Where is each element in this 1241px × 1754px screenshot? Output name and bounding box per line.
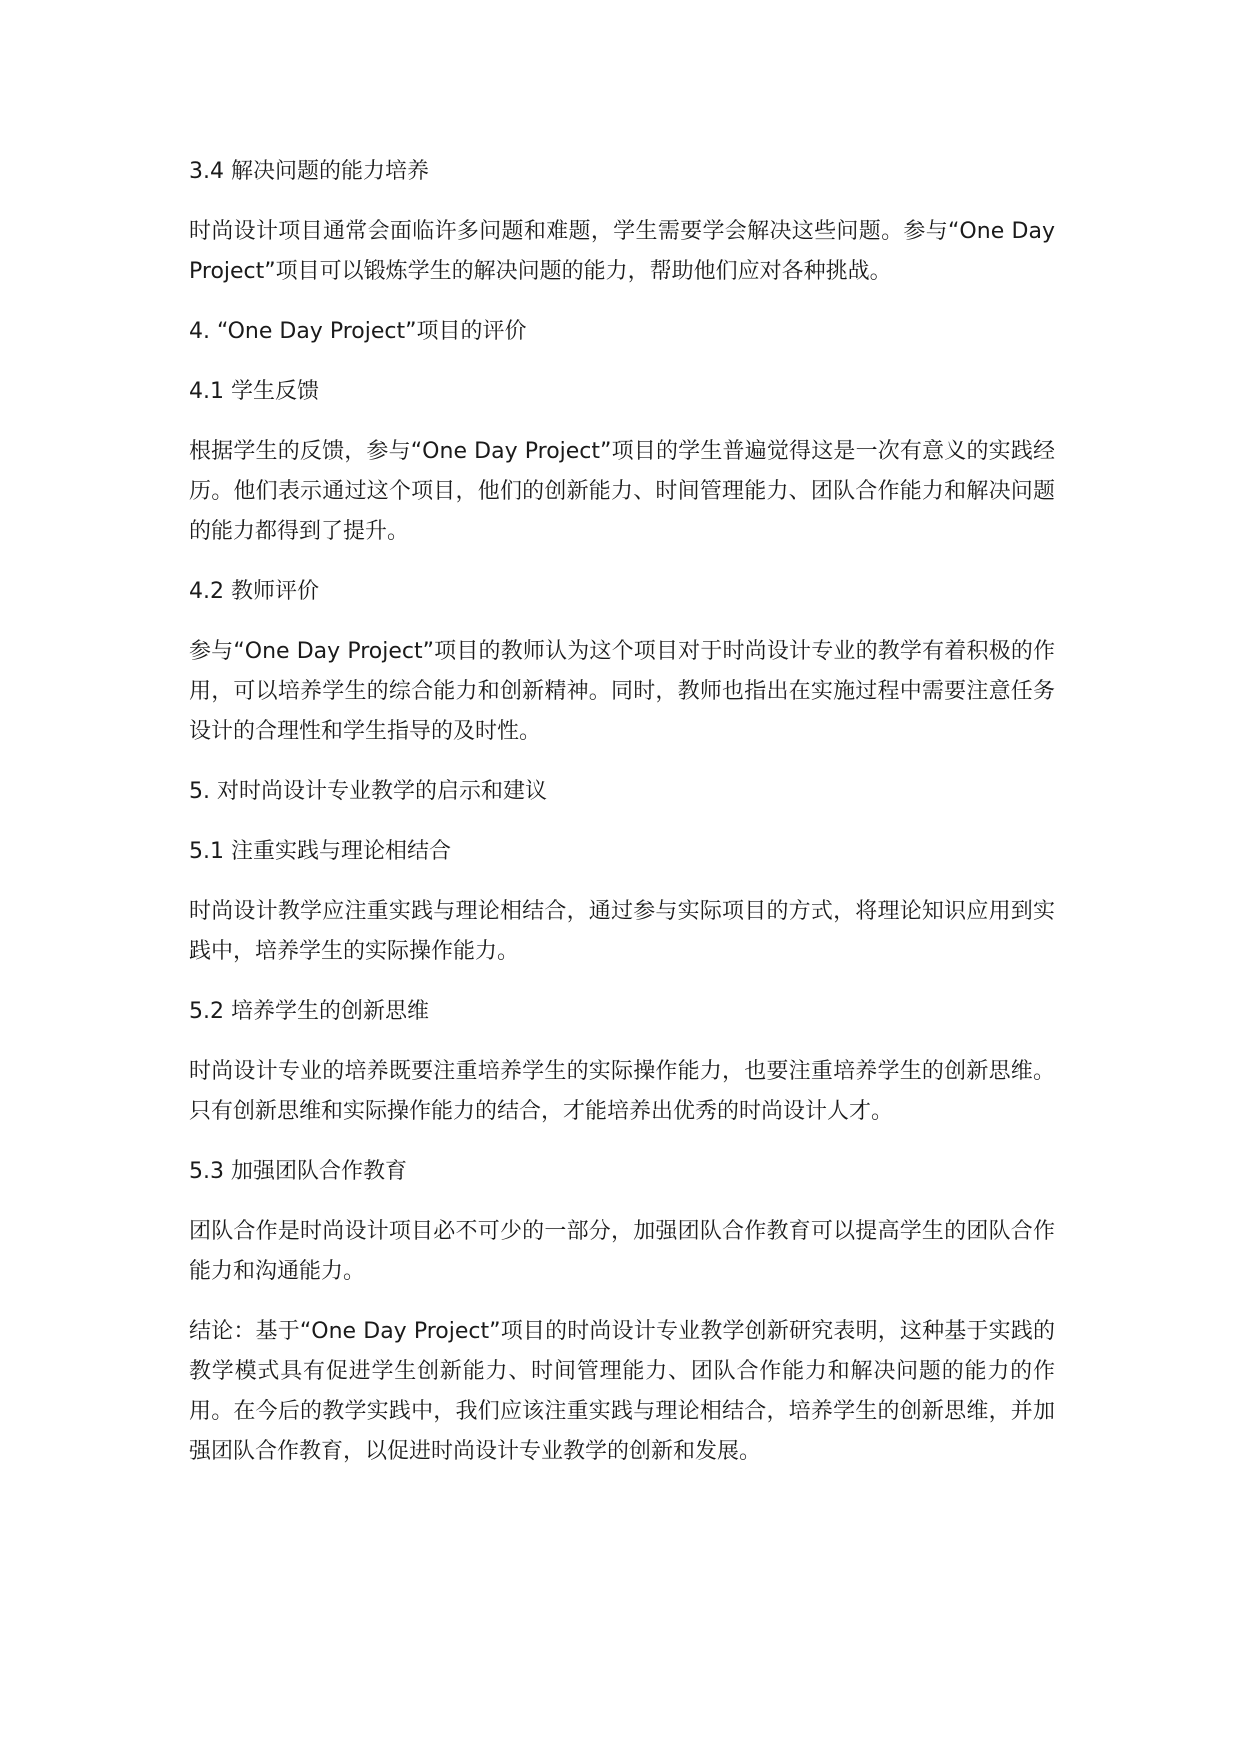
section-heading-5-3: 5.3 加强团队合作教育 — [189, 1159, 407, 1184]
document-body — [189, 152, 1055, 1492]
body-paragraph-5-2: 时尚设计专业的培养既要注重培养学生的实际操作能力，也要注重培养学生的创新思维。只有创新思维和实际操作能力的结合，才能培养出优秀的时尚设计人才。 — [189, 1059, 1055, 1124]
body-paragraph-5-1: 时尚设计教学应注重实践与理论相结合，通过参与实际项目的方式，将理论知识应用到实践中，培养学生的实际操作能力。 — [189, 899, 1055, 964]
body-paragraph-4-2: 参与“One Day Project”项目的教师认为这个项目对于时尚设计专业的教学有着积极的作用，可以培养学生的综合能力和创新精神。同时，教师也指出在实施过程中需要注意任务设计的合理性和学生指导的及时性。 — [189, 639, 1055, 744]
section-heading-3-4: 3.4 解决问题的能力培养 — [189, 159, 429, 184]
section-heading-4: 4. “One Day Project”项目的评价 — [189, 319, 527, 344]
body-paragraph-4-1: 根据学生的反馈，参与“One Day Project”项目的学生普遍觉得这是一次有意义的实践经历。他们表示通过这个项目，他们的创新能力、时间管理能力、团队合作能力和解决问题的能力都得到了提升。 — [189, 439, 1055, 544]
section-heading-4-2: 4.2 教师评价 — [189, 579, 319, 604]
conclusion-paragraph: 结论：基于“One Day Project”项目的时尚设计专业教学创新研究表明，这种基于实践的教学模式具有促进学生创新能力、时间管理能力、团队合作能力和解决问题的能力的作用。在今后的教学实践中，我们应该注重实践与理论相结合，培养学生的创新思维，并加强团队合作教育，以促进时尚设计专业教学的创新和发展。 — [189, 1319, 1055, 1464]
section-heading-5-2: 5.2 培养学生的创新思维 — [189, 999, 429, 1024]
body-paragraph-3-4: 时尚设计项目通常会面临许多问题和难题，学生需要学会解决这些问题。参与“One Day Project”项目可以锻炼学生的解决问题的能力，帮助他们应对各种挑战。 — [189, 219, 1055, 284]
section-heading-5-1: 5.1 注重实践与理论相结合 — [189, 839, 451, 864]
section-heading-4-1: 4.1 学生反馈 — [189, 379, 319, 404]
body-paragraph-5-3: 团队合作是时尚设计项目必不可少的一部分，加强团队合作教育可以提高学生的团队合作能力和沟通能力。 — [189, 1219, 1055, 1284]
section-heading-5: 5. 对时尚设计专业教学的启示和建议 — [189, 779, 547, 804]
